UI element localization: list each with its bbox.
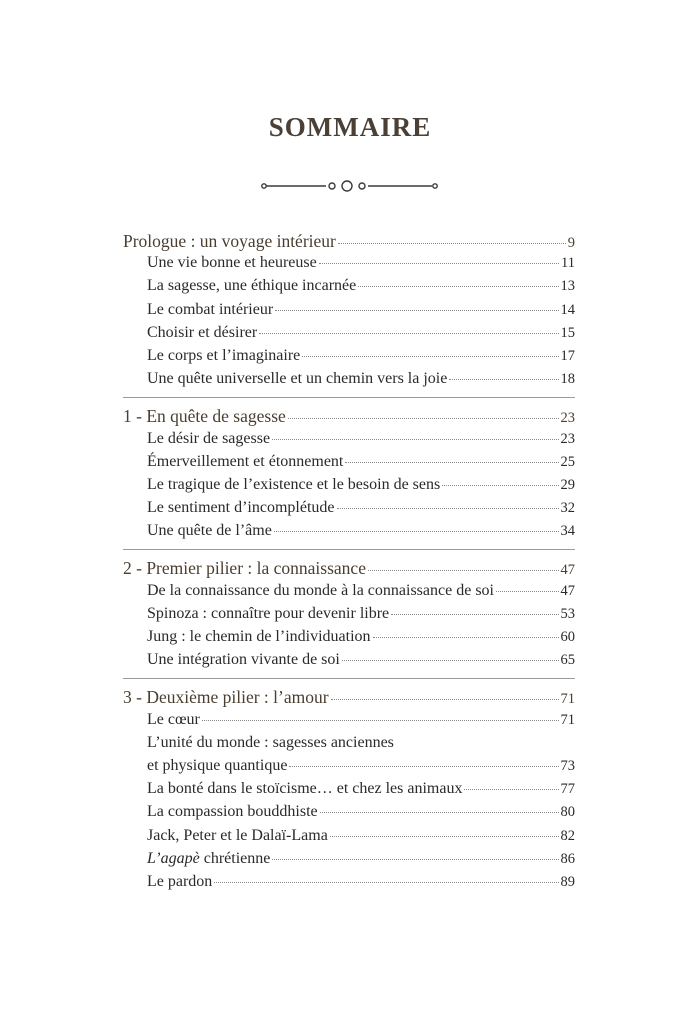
- page-number: 77: [560, 781, 575, 798]
- dot-leader: [272, 859, 558, 860]
- dot-leader: [358, 286, 558, 287]
- toc-entry[interactable]: [123, 605, 575, 628]
- toc-section: [123, 406, 575, 550]
- page-number: 13: [560, 278, 575, 295]
- dot-leader: [373, 637, 559, 638]
- dot-leader: [449, 379, 558, 380]
- entry-title: Une quête de l’âme: [147, 522, 272, 540]
- toc-entry[interactable]: [123, 476, 575, 499]
- entry-title: Jack, Peter et le Dalaï-Lama: [147, 826, 328, 844]
- toc-section: [123, 558, 575, 679]
- dot-leader: [337, 508, 559, 509]
- entry-title: Une intégration vivante de soi: [147, 651, 340, 669]
- toc-entry[interactable]: [123, 850, 575, 873]
- entry-title: [147, 850, 270, 868]
- page-number: 71: [560, 711, 575, 728]
- entry-title: Le cœur: [147, 710, 200, 728]
- entry-title: Le sentiment d’incomplétude: [147, 499, 335, 517]
- page-number: 23: [560, 430, 575, 447]
- entry-title-italic: L’agapè: [147, 849, 200, 867]
- page-number: 11: [561, 255, 575, 272]
- dot-leader: [345, 462, 558, 463]
- page-number: 17: [560, 347, 575, 364]
- page-number: 15: [560, 324, 575, 341]
- entry-title: Jung : le chemin de l’individuation: [147, 628, 371, 645]
- toc-section: [123, 687, 575, 900]
- toc-chapter[interactable]: [123, 558, 575, 581]
- entry-title: Le désir de sagesse: [147, 429, 271, 447]
- toc-entry[interactable]: [123, 347, 575, 370]
- page-number: 53: [560, 605, 575, 622]
- dot-leader: [442, 485, 558, 486]
- entry-title: Le combat intérieur: [147, 300, 274, 318]
- page-number: 29: [560, 476, 575, 493]
- toc-entry[interactable]: [123, 499, 575, 522]
- toc-entry[interactable]: [123, 430, 575, 453]
- toc-chapter[interactable]: [123, 406, 575, 429]
- entry-title: Choisir et désirer: [147, 323, 258, 341]
- entry-title: Le pardon: [147, 872, 213, 890]
- dot-leader: [391, 614, 558, 615]
- page-number: 34: [560, 523, 575, 540]
- toc-entry[interactable]: [123, 582, 575, 605]
- toc-entry[interactable]: [123, 780, 575, 803]
- toc-chapter[interactable]: [123, 687, 575, 710]
- entry-title-line1: L’unité du monde : sagesses anciennes: [147, 733, 394, 751]
- page-number: 71: [560, 691, 575, 708]
- page-title: SOMMAIRE: [268, 112, 432, 142]
- dot-leader: [320, 812, 559, 813]
- chapter-title: 3 - Deuxième pilier : l’amour: [123, 687, 329, 708]
- page-number: 32: [560, 500, 575, 517]
- dot-leader: [319, 263, 559, 264]
- entry-title: De la connaissance du monde à la connaissance de soi: [147, 581, 494, 599]
- page-number: 14: [560, 301, 575, 318]
- toc-entry[interactable]: [123, 370, 575, 393]
- entry-title-rest: chrétienne: [199, 849, 271, 867]
- decorative-divider-icon: [260, 178, 440, 194]
- chapter-title: 2 - Premier pilier : la connaissance: [123, 558, 366, 579]
- entry-title: Le corps et l’imaginaire: [147, 346, 301, 364]
- dot-leader: [331, 699, 559, 700]
- toc-entry[interactable]: [123, 453, 575, 476]
- page-number: 60: [560, 629, 575, 645]
- dot-leader: [288, 418, 559, 419]
- page-number: 89: [560, 873, 575, 890]
- dot-leader: [202, 720, 559, 721]
- dot-leader: [330, 836, 559, 837]
- page-number: 80: [560, 804, 575, 821]
- page-number: 82: [560, 827, 575, 844]
- page-number: 9: [567, 235, 575, 251]
- page-number: 73: [560, 757, 575, 774]
- entry-title: Une quête universelle et un chemin vers la joie: [147, 370, 448, 388]
- toc-entry[interactable]: [123, 651, 575, 674]
- dot-leader: [368, 570, 559, 571]
- page-number: 47: [560, 562, 575, 579]
- dot-leader: [342, 660, 559, 661]
- toc-chapter[interactable]: [123, 231, 575, 254]
- toc-entry[interactable]: [123, 711, 575, 734]
- entry-title: La sagesse, une éthique incarnée: [147, 277, 357, 295]
- chapter-title: 1 - En quête de sagesse: [123, 406, 286, 427]
- page-number: 47: [560, 582, 575, 599]
- dot-leader: [259, 333, 558, 334]
- page-number: 25: [560, 453, 575, 470]
- toc-section: [123, 231, 575, 398]
- page-number: 23: [560, 410, 575, 427]
- entry-title: La compassion bouddhiste: [147, 803, 318, 821]
- toc-entry[interactable]: [123, 522, 575, 545]
- dot-leader: [274, 531, 559, 532]
- dot-leader: [464, 789, 558, 790]
- toc-entry[interactable]: [123, 301, 575, 324]
- toc-entry[interactable]: [123, 803, 575, 826]
- toc-entry[interactable]: [123, 277, 575, 300]
- entry-title: Le tragique de l’existence et le besoin de sens: [147, 475, 441, 493]
- dot-leader: [289, 766, 558, 767]
- entry-title: Spinoza : connaître pour devenir libre: [147, 604, 390, 622]
- page-number: 18: [560, 371, 575, 388]
- dot-leader: [302, 356, 558, 357]
- entry-title: La bonté dans le stoïcisme… et chez les animaux: [147, 780, 463, 798]
- dot-leader: [272, 439, 558, 440]
- toc-entry[interactable]: [123, 827, 575, 850]
- entry-title: Une vie bonne et heureuse: [147, 254, 317, 272]
- entry-title: Émerveillement et étonnement: [147, 452, 344, 470]
- toc-entry[interactable]: [123, 757, 575, 780]
- table-of-contents: [123, 231, 575, 908]
- page-number: 65: [560, 652, 575, 669]
- page-number: 86: [560, 850, 575, 867]
- dot-leader: [275, 310, 558, 311]
- toc-entry[interactable]: [123, 628, 575, 651]
- dot-leader: [338, 243, 566, 244]
- toc-entry[interactable]: [123, 873, 575, 896]
- dot-leader: [496, 591, 559, 592]
- toc-entry[interactable]: [123, 324, 575, 347]
- chapter-title: Prologue : un voyage intérieur: [123, 231, 336, 251]
- entry-title: et physique quantique: [147, 756, 288, 774]
- toc-entry[interactable]: [123, 254, 575, 277]
- dot-leader: [214, 882, 558, 883]
